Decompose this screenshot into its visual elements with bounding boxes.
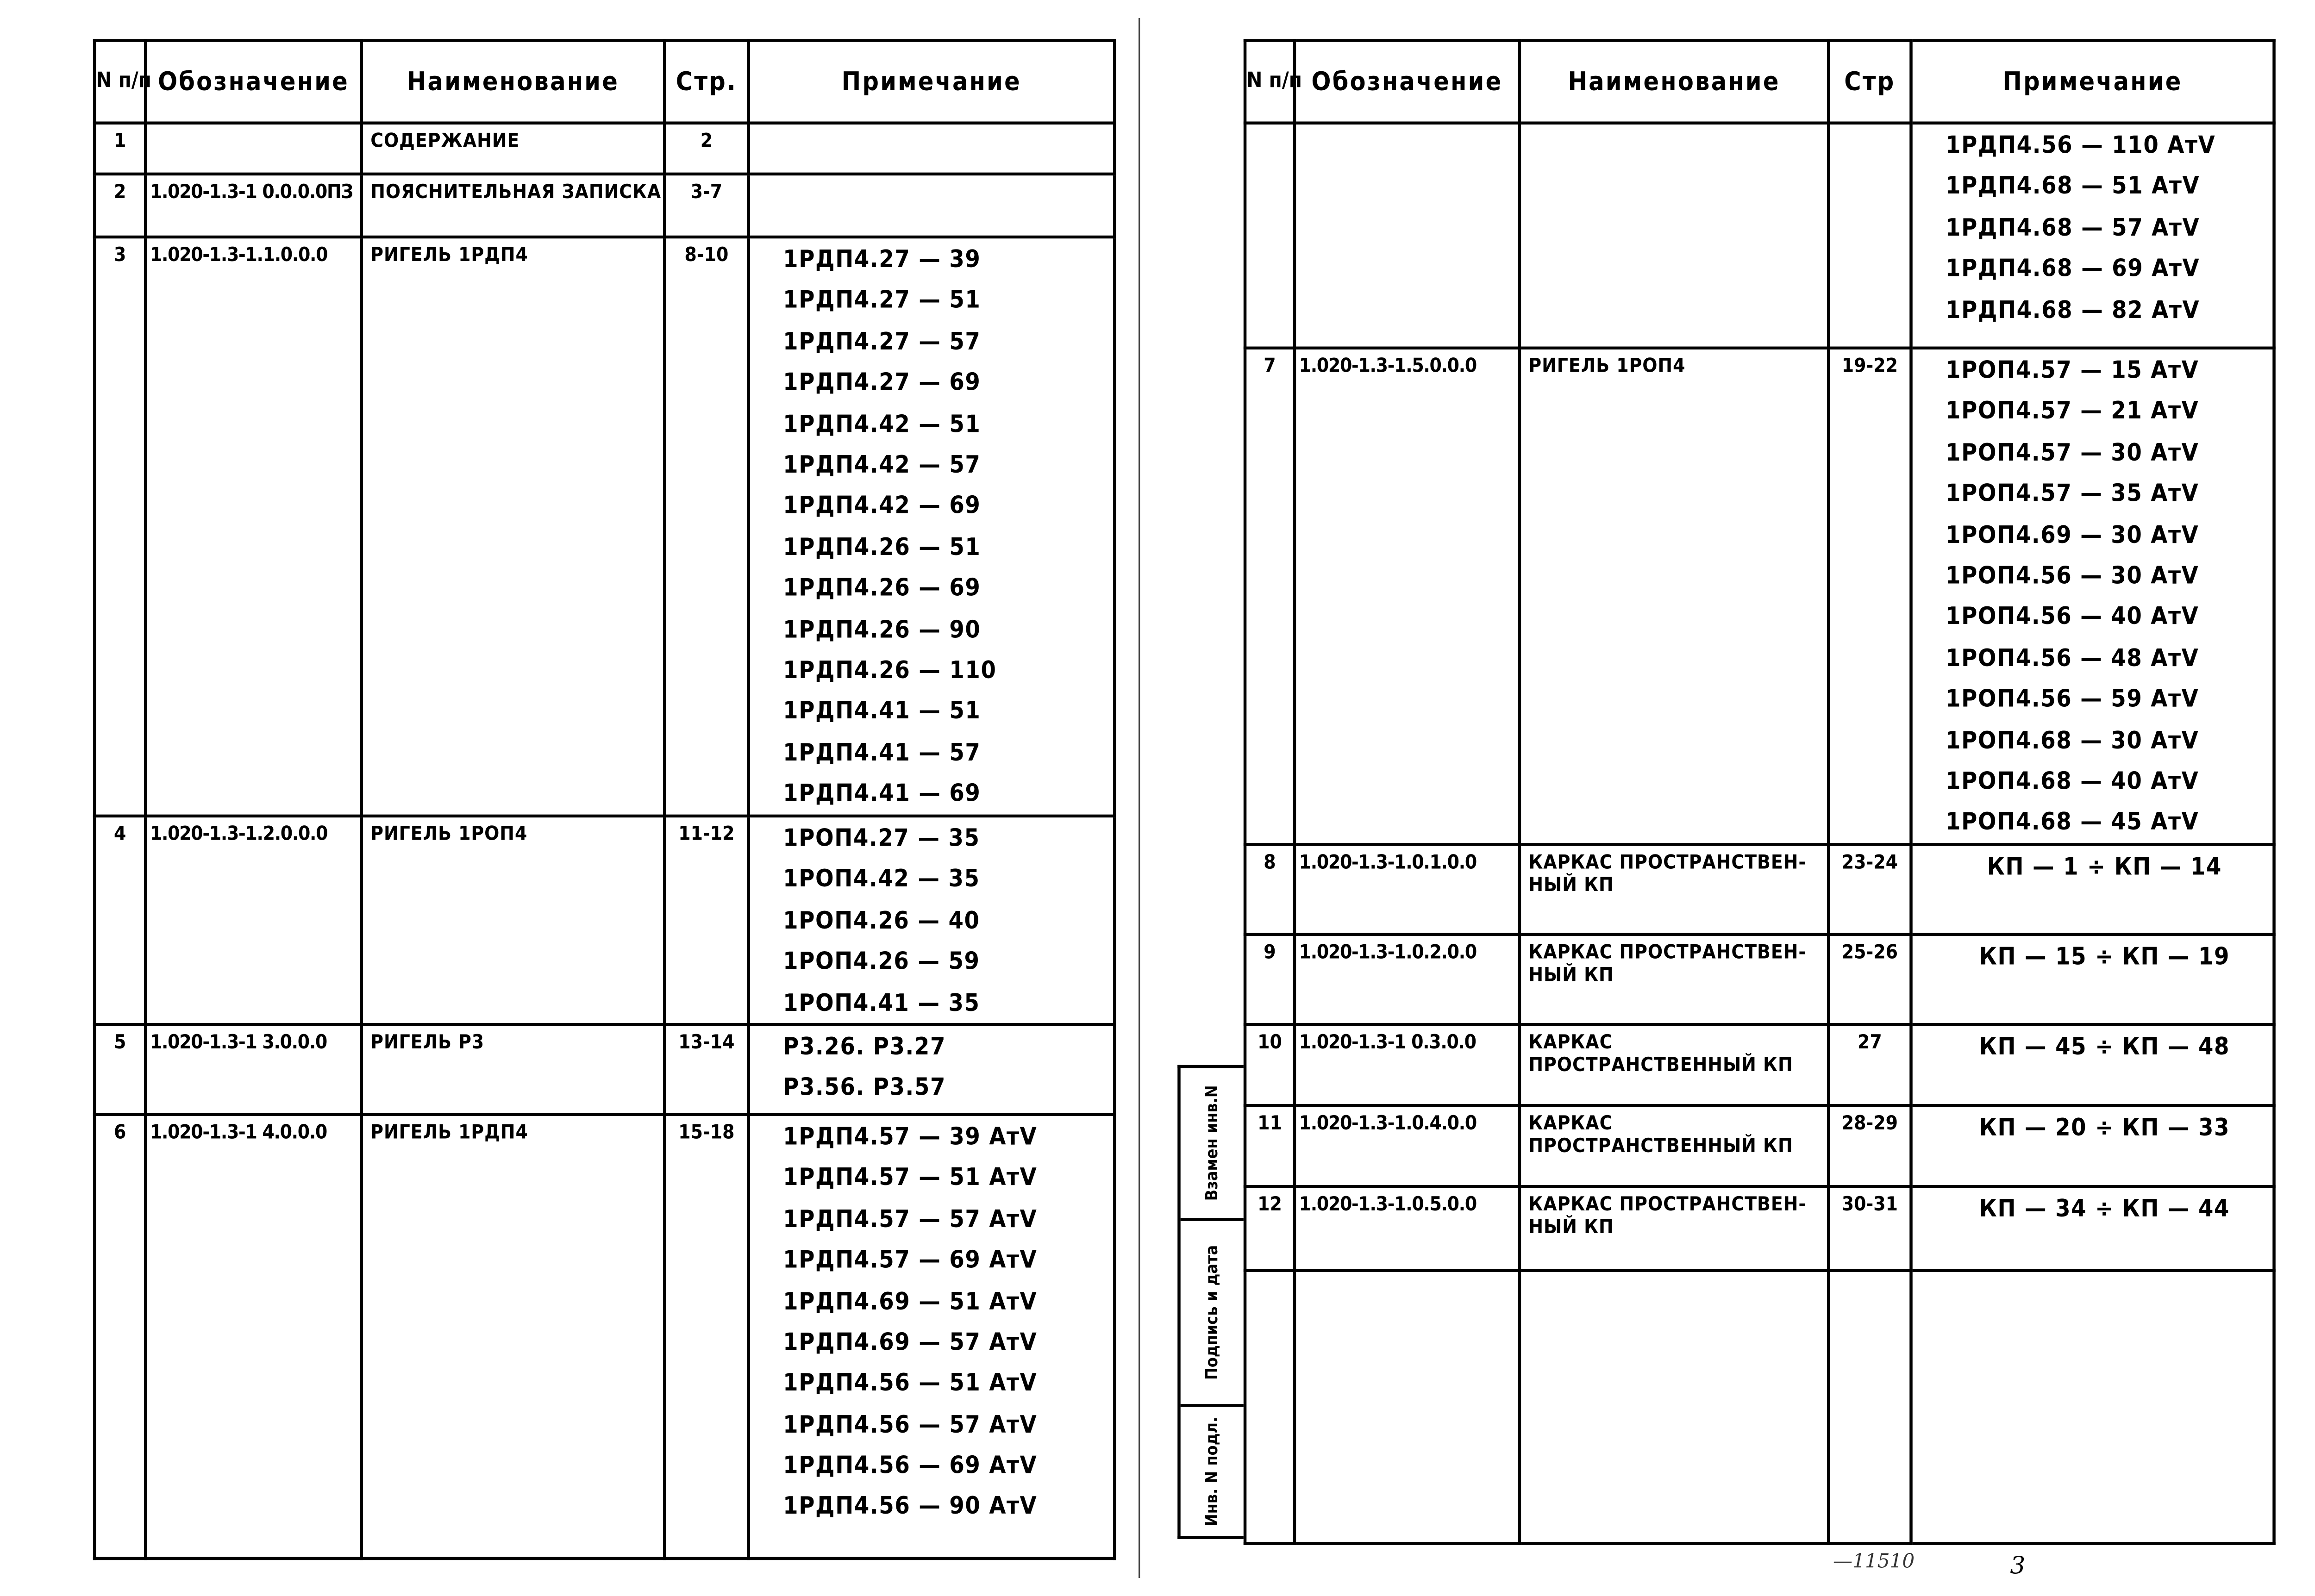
note-line: 1РОП4.57 — 30 АтV bbox=[1946, 437, 2199, 467]
note-cell bbox=[749, 237, 1115, 816]
note-line: 1РДП4.57 — 39 АтV bbox=[783, 1122, 1038, 1151]
sheet-number: 3 bbox=[2010, 1551, 2026, 1580]
sheet-divider bbox=[1139, 18, 1140, 1578]
designation-cell: 1.020-1.3-1.0.2.0.0 bbox=[1295, 934, 1520, 1024]
note-line: КП — 1 ÷ КП — 14 bbox=[1987, 851, 2222, 880]
note-line: Р3.26. Р3.27 bbox=[783, 1032, 946, 1060]
row-number: 6 bbox=[94, 1115, 145, 1559]
name-cell: КАРКАС ПРОСТРАНСТВЕН-НЫЙ КП bbox=[1520, 844, 1828, 934]
name-cell: РИГЕЛЬ 1РОП4 bbox=[1520, 348, 1828, 844]
note-cell bbox=[1911, 1186, 2274, 1270]
row-number bbox=[1245, 123, 1295, 348]
row-number: 10 bbox=[1245, 1024, 1295, 1105]
table-row bbox=[1245, 844, 2274, 934]
note-line: 1РДП4.42 — 69 bbox=[783, 491, 981, 520]
note-line: 1РОП4.68 — 40 АтV bbox=[1946, 766, 2199, 795]
row-number: 4 bbox=[94, 816, 145, 1024]
row-number: 9 bbox=[1245, 934, 1295, 1024]
note-cell bbox=[749, 123, 1115, 174]
note-line: КП — 15 ÷ КП — 19 bbox=[1979, 941, 2230, 970]
table-row bbox=[94, 174, 1114, 237]
document-code: —11510 bbox=[1833, 1551, 1915, 1574]
note-line: 1РДП4.26 — 69 bbox=[783, 573, 981, 602]
note-cell bbox=[749, 1115, 1115, 1559]
header-num: N п/п bbox=[1245, 40, 1295, 123]
note-line: 1РДП4.27 — 69 bbox=[783, 368, 981, 397]
row-number: 12 bbox=[1245, 1186, 1295, 1270]
designation-cell: 1.020-1.3-1.1.0.0.0 bbox=[145, 237, 362, 816]
title-block-stamp bbox=[1177, 1065, 1244, 1539]
page-cell: 19-22 bbox=[1828, 348, 1911, 844]
note-line: 1РДП4.41 — 69 bbox=[783, 779, 981, 807]
note-line: 1РОП4.68 — 30 АтV bbox=[1946, 725, 2199, 754]
table-row bbox=[94, 1115, 1114, 1559]
note-line: 1РДП4.41 — 57 bbox=[783, 737, 981, 766]
note-line: 1РДП4.41 — 51 bbox=[783, 696, 981, 725]
stamp-inventory-cell bbox=[1181, 1407, 1244, 1536]
note-line: 1РДП4.42 — 51 bbox=[783, 409, 981, 437]
empty-cell bbox=[1911, 1270, 2274, 1543]
designation-cell: 1.020-1.3-1.0.4.0.0 bbox=[1295, 1105, 1520, 1186]
note-line: 1РДП4.26 — 51 bbox=[783, 532, 981, 561]
stamp-signature-label: Подпись и дата bbox=[1202, 1245, 1222, 1380]
note-line: КП — 45 ÷ КП — 48 bbox=[1979, 1031, 2230, 1060]
name-cell: КАРКАС ПРОСТРАНСТВЕН-НЫЙ КП bbox=[1520, 1186, 1828, 1270]
note-line: 1РДП4.27 — 51 bbox=[783, 285, 981, 314]
note-line: 1РДП4.26 — 110 bbox=[783, 655, 997, 684]
note-line: КП — 34 ÷ КП — 44 bbox=[1979, 1193, 2230, 1222]
table-row bbox=[94, 816, 1114, 1024]
table-row bbox=[94, 1024, 1114, 1114]
note-line: 1РОП4.57 — 15 АтV bbox=[1946, 355, 2199, 384]
page-cell: 11-12 bbox=[664, 816, 748, 1024]
designation-cell: 1.020-1.3-1.2.0.0.0 bbox=[145, 816, 362, 1024]
page-cell: 13-14 bbox=[664, 1024, 748, 1114]
note-line: 1РОП4.42 — 35 bbox=[783, 864, 980, 893]
page-cell: 28-29 bbox=[1828, 1105, 1911, 1186]
note-line: 1РДП4.27 — 57 bbox=[783, 326, 981, 355]
name-cell: ПОЯСНИТЕЛЬНАЯ ЗАПИСКА bbox=[362, 174, 664, 237]
note-cell bbox=[1911, 844, 2274, 934]
table-row bbox=[1245, 348, 2274, 844]
note-line: 1РДП4.56 — 69 АтV bbox=[783, 1450, 1038, 1479]
header-num: N п/п bbox=[94, 40, 145, 123]
note-cell bbox=[1911, 1024, 2274, 1105]
empty-cell bbox=[1520, 1270, 1828, 1543]
note-cell bbox=[1911, 123, 2274, 348]
header-name: Наименование bbox=[362, 40, 664, 123]
note-line: 1РДП4.56 — 51 АтV bbox=[783, 1368, 1038, 1397]
page-cell: 8-10 bbox=[664, 237, 748, 816]
note-cell bbox=[749, 816, 1115, 1024]
table-row bbox=[1245, 1105, 2274, 1186]
note-line: 1РДП4.68 — 57 АтV bbox=[1946, 212, 2200, 242]
designation-cell: 1.020-1.3-1 4.0.0.0 bbox=[145, 1115, 362, 1559]
table-row bbox=[94, 123, 1114, 174]
note-line: 1РОП4.56 — 59 АтV bbox=[1946, 684, 2199, 713]
designation-cell: 1.020-1.3-1 0.3.0.0 bbox=[1295, 1024, 1520, 1105]
note-line: 1РДП4.68 — 69 АтV bbox=[1946, 254, 2200, 282]
name-cell: СОДЕРЖАНИЕ bbox=[362, 123, 664, 174]
row-number: 8 bbox=[1245, 844, 1295, 934]
header-note: Примечание bbox=[1911, 40, 2274, 123]
note-cell bbox=[1911, 934, 2274, 1024]
page-cell: 15-18 bbox=[664, 1115, 748, 1559]
note-line: 1РДП4.56 — 90 АтV bbox=[783, 1491, 1038, 1521]
name-cell: КАРКАС ПРОСТРАНСТВЕН-НЫЙ КП bbox=[1520, 934, 1828, 1024]
contents-table-left bbox=[93, 39, 1116, 1560]
contents-table-right bbox=[1244, 39, 2276, 1545]
header-row bbox=[1245, 40, 2274, 123]
row-number: 3 bbox=[94, 237, 145, 816]
note-cell bbox=[749, 1024, 1115, 1114]
page-cell: 3-7 bbox=[664, 174, 748, 237]
note-line: 1РОП4.41 — 35 bbox=[783, 988, 980, 1016]
table-row bbox=[1245, 934, 2274, 1024]
note-line: 1РОП4.56 — 48 АтV bbox=[1946, 643, 2199, 672]
table-row bbox=[1245, 1024, 2274, 1105]
table-row bbox=[1245, 123, 2274, 348]
note-line: 1РДП4.68 — 82 АтV bbox=[1946, 294, 2200, 324]
page-cell: 27 bbox=[1828, 1024, 1911, 1105]
note-line: 1РОП4.57 — 35 АтV bbox=[1946, 479, 2199, 507]
name-cell: РИГЕЛЬ Р3 bbox=[362, 1024, 664, 1114]
name-cell: РИГЕЛЬ 1РОП4 bbox=[362, 816, 664, 1024]
designation-cell: 1.020-1.3-1.0.1.0.0 bbox=[1295, 844, 1520, 934]
table-row bbox=[1245, 1186, 2274, 1270]
name-cell: РИГЕЛЬ 1РДП4 bbox=[362, 1115, 664, 1559]
designation-cell: 1.020-1.3-1.0.5.0.0 bbox=[1295, 1186, 1520, 1270]
note-line: 1РОП4.27 — 35 bbox=[783, 823, 980, 852]
page-cell: 30-31 bbox=[1828, 1186, 1911, 1270]
row-number: 11 bbox=[1245, 1105, 1295, 1186]
header-designation: Обозначение bbox=[1295, 40, 1520, 123]
note-line: 1РДП4.68 — 51 АтV bbox=[1946, 171, 2200, 200]
note-line: 1РДП4.42 — 57 bbox=[783, 450, 981, 479]
note-line: 1РДП4.56 — 57 АтV bbox=[783, 1409, 1038, 1438]
row-number: 5 bbox=[94, 1024, 145, 1114]
name-cell bbox=[1520, 123, 1828, 348]
row-number: 7 bbox=[1245, 348, 1295, 844]
name-cell: КАРКАС ПРОСТРАНСТВЕННЫЙ КП bbox=[1520, 1024, 1828, 1105]
header-designation: Обозначение bbox=[145, 40, 362, 123]
note-line: 1РДП4.69 — 51 АтV bbox=[783, 1286, 1038, 1315]
stamp-inventory-label: Инв. N подл. bbox=[1202, 1416, 1222, 1527]
empty-cell bbox=[1828, 1270, 1911, 1543]
note-line: 1РОП4.68 — 45 АтV bbox=[1946, 807, 2199, 836]
note-line: 1РДП4.27 — 39 bbox=[783, 244, 981, 273]
note-line: 1РОП4.26 — 40 bbox=[783, 905, 980, 935]
empty-row bbox=[1245, 1270, 2274, 1543]
page-cell: 23-24 bbox=[1828, 844, 1911, 934]
note-line: 1РОП4.26 — 59 bbox=[783, 947, 980, 975]
note-cell bbox=[1911, 348, 2274, 844]
note-line: 1РОП4.69 — 30 АтV bbox=[1946, 520, 2199, 549]
note-line: 1РОП4.56 — 30 АтV bbox=[1946, 561, 2199, 590]
name-cell: КАРКАС ПРОСТРАНСТВЕННЫЙ КП bbox=[1520, 1105, 1828, 1186]
note-cell bbox=[749, 174, 1115, 237]
header-name: Наименование bbox=[1520, 40, 1828, 123]
designation-cell: 1.020-1.3-1 0.0.0.0ПЗ bbox=[145, 174, 362, 237]
note-line: 1РОП4.57 — 21 АтV bbox=[1946, 396, 2199, 425]
designation-cell bbox=[145, 123, 362, 174]
note-line: КП — 20 ÷ КП — 33 bbox=[1979, 1112, 2230, 1141]
note-line: 1РДП4.69 — 57 АтV bbox=[783, 1327, 1038, 1356]
empty-cell bbox=[1245, 1270, 1295, 1543]
row-number: 1 bbox=[94, 123, 145, 174]
designation-cell: 1.020-1.3-1 3.0.0.0 bbox=[145, 1024, 362, 1114]
page-cell bbox=[1828, 123, 1911, 348]
note-line: Р3.56. Р3.57 bbox=[783, 1073, 946, 1102]
header-page: Стр. bbox=[664, 40, 748, 123]
note-line: 1РДП4.57 — 57 АтV bbox=[783, 1204, 1038, 1233]
stamp-replacement-cell bbox=[1181, 1068, 1244, 1221]
header-page: Стр bbox=[1828, 40, 1911, 123]
note-line: 1РОП4.56 — 40 АтV bbox=[1946, 602, 2199, 631]
name-cell: РИГЕЛЬ 1РДП4 bbox=[362, 237, 664, 816]
designation-cell: 1.020-1.3-1.5.0.0.0 bbox=[1295, 348, 1520, 844]
stamp-signature-cell bbox=[1181, 1221, 1244, 1407]
empty-cell bbox=[1295, 1270, 1520, 1543]
page-cell: 25-26 bbox=[1828, 934, 1911, 1024]
note-line: 1РДП4.57 — 51 АтV bbox=[783, 1163, 1038, 1192]
header-note: Примечание bbox=[749, 40, 1115, 123]
note-cell bbox=[1911, 1105, 2274, 1186]
stamp-replacement-label: Взамен инв.N bbox=[1202, 1085, 1222, 1201]
header-row bbox=[94, 40, 1114, 123]
page-cell: 2 bbox=[664, 123, 748, 174]
row-number: 2 bbox=[94, 174, 145, 237]
designation-cell bbox=[1295, 123, 1520, 348]
note-line: 1РДП4.57 — 69 АтV bbox=[783, 1245, 1038, 1274]
note-line: 1РДП4.26 — 90 bbox=[783, 614, 981, 643]
note-line: 1РДП4.56 — 110 АтV bbox=[1946, 130, 2216, 159]
table-row bbox=[94, 237, 1114, 816]
